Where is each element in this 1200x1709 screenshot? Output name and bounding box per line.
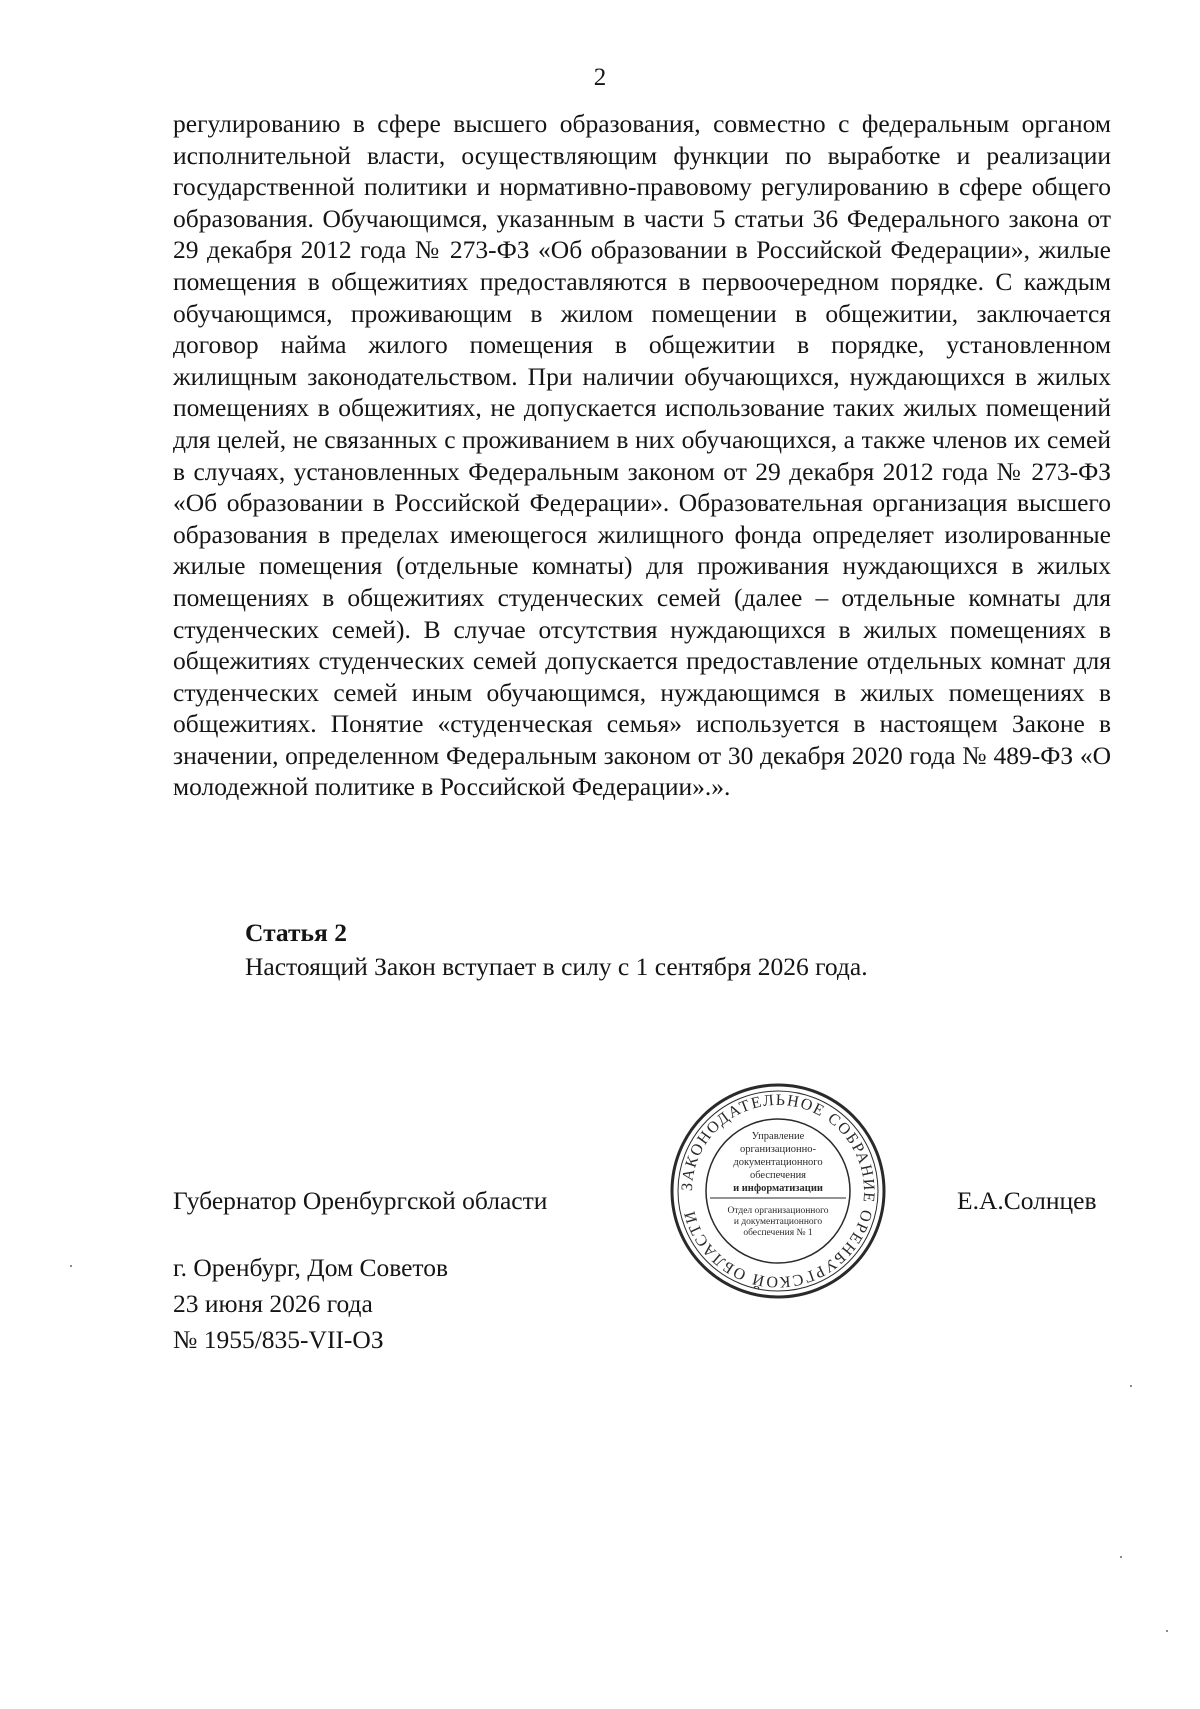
signature-title: Губернатор Оренбургской области — [173, 1186, 548, 1215]
scan-speck — [1130, 1385, 1132, 1387]
date-line: 23 июня 2026 года — [173, 1289, 373, 1318]
seal-line-4: обеспечения — [749, 1170, 807, 1181]
body-paragraph: регулированию в сфере высшего образования, совместно с федеральным органом исполнительной власти, осуществляющим функции по выработке и реализации государственной политики и нормативно-правовому регулированию в сфере общего образования. Обучающимся, указанным в части 5 статьи 36 Федерального закона от 29 декабря 2012 года № 273-ФЗ «Об образовании в Российской Федерации», жилые помещения в общежитиях предоставляются в первоочередном порядке. С каждым обучающимся, проживающим в жилом помещении в общежитии, заключается договор найма жилого помещения в общежитии в порядке, установленном жилищным законодательством. При наличии обучающихся, нуждающихся в жилых помещениях в общежитиях, не допускается использование таких жилых помещений для целей, не связанных с проживанием в них обучающихся, а также членов их семей в случаях, установленных Федеральным законом от 29 декабря 2012 года № 273-ФЗ «Об образовании в Российской Федерации». Образовательная организация высшего образования в пределах имеющегося жилищного фонда определяет изолированные жилые помещения (отдельные комнаты) для проживания нуждающихся в жилых помещениях в общежитиях студенческих семей (далее – отдельные комнаты для студенческих семей). В случае отсутствия нуждающихся в жилых помещениях в общежитиях студенческих семей допускается предоставление отдельных комнат для студенческих семей иным обучающимся, нуждающимся в жилых помещениях в общежитиях. Понятие «студенческая семья» используется в настоящем Законе в значении, определенном Федеральным законом от 30 декабря 2020 года № 489-ФЗ «О молодежной политике в Российской Федерации».». — [173, 109, 1111, 802]
seal-line-2: организационно- — [740, 1144, 816, 1155]
page-number: 2 — [593, 64, 607, 91]
official-seal — [668, 1081, 888, 1301]
seal-line-5: и информатизации — [733, 1183, 823, 1194]
place-line: г. Оренбург, Дом Советов — [173, 1253, 449, 1282]
scan-speck — [1166, 1630, 1168, 1632]
article-heading: Статья 2 — [245, 918, 347, 947]
scan-speck — [1120, 1556, 1122, 1558]
seal-ring-textpath: ЗАКОНОДАТЕЛЬНОЕ СОБРАНИЕ ОРЕНБУРГСКОЙ ОБЛАСТИ — [678, 1091, 878, 1291]
seal-bottom-line-2: и документационного — [733, 1217, 823, 1227]
law-number: № 1955/835-VII-ОЗ — [173, 1325, 384, 1354]
scan-speck — [70, 1265, 72, 1267]
seal-line-1: Управление — [751, 1131, 805, 1142]
seal-line-3: документационного — [733, 1157, 823, 1168]
seal-bottom-line-1: Отдел организационного — [727, 1206, 829, 1216]
seal-bottom-line-3: обеспечения № 1 — [743, 1228, 813, 1238]
article-text: Настоящий Закон вступает в силу с 1 сентября 2026 года. — [245, 952, 868, 981]
signature-name: Е.А.Солнцев — [957, 1186, 1097, 1215]
